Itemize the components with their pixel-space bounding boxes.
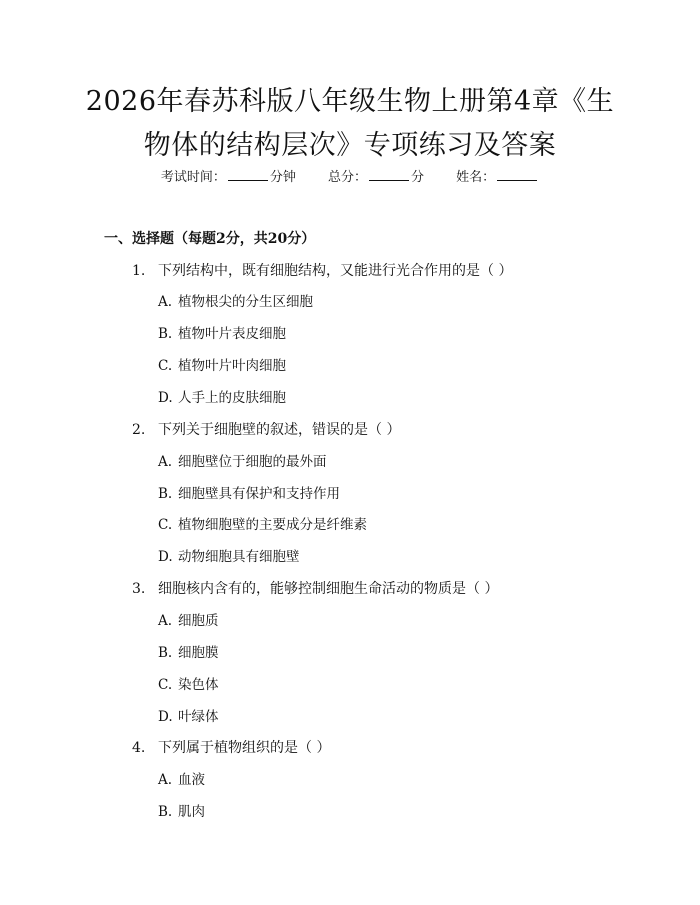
option-text: 动物细胞具有细胞壁 xyxy=(178,549,300,565)
page-title xyxy=(80,80,620,168)
question-number: 2. xyxy=(132,422,146,438)
option-letter: C. xyxy=(158,358,173,374)
option-letter: A. xyxy=(158,772,173,788)
question-number: 1. xyxy=(132,263,146,279)
option-3d xyxy=(158,707,219,727)
option-text: 植物细胞壁的主要成分是纤维素 xyxy=(178,517,367,533)
question-text: 下列结构中，既有细胞结构，又能进行光合作用的是（ ） xyxy=(158,263,513,279)
option-letter: D. xyxy=(158,549,173,565)
option-text: 叶绿体 xyxy=(178,709,219,725)
option-letter: B. xyxy=(158,804,173,820)
option-letter: A. xyxy=(158,294,173,310)
total-score-label: 总分： xyxy=(327,170,367,185)
question-text: 下列属于植物组织的是（ ） xyxy=(158,740,331,756)
question-1 xyxy=(132,261,512,281)
question-number: 4. xyxy=(132,740,146,756)
question-text: 细胞核内含有的，能够控制细胞生命活动的物质是（ ） xyxy=(158,581,499,597)
option-2d xyxy=(158,547,300,567)
option-letter: C. xyxy=(158,677,173,693)
student-name-blank xyxy=(497,168,537,181)
option-3c xyxy=(158,675,219,695)
option-letter: D. xyxy=(158,709,173,725)
exam-time xyxy=(161,168,296,188)
exam-time-unit: 分钟 xyxy=(269,170,296,185)
title-line-1: 2026年春苏科版八年级生物上册第4章《生 xyxy=(85,86,615,117)
option-letter: C. xyxy=(158,517,173,533)
exam-meta xyxy=(0,168,700,188)
option-text: 细胞壁位于细胞的最外面 xyxy=(178,454,327,470)
question-3 xyxy=(132,579,498,599)
option-text: 植物叶片表皮细胞 xyxy=(178,326,286,342)
option-4a xyxy=(158,770,205,790)
exam-time-label: 考试时间： xyxy=(160,170,226,185)
option-letter: B. xyxy=(158,645,173,661)
option-text: 植物根尖的分生区细胞 xyxy=(178,294,313,310)
total-score-unit: 分 xyxy=(411,170,425,185)
option-letter: B. xyxy=(158,486,173,502)
title-line-2: 物体的结构层次》专项练习及答案 xyxy=(143,130,557,161)
option-1b xyxy=(158,324,286,344)
exam-time-blank xyxy=(228,168,268,181)
total-score-blank xyxy=(369,168,409,181)
option-2a xyxy=(158,452,327,472)
student-name xyxy=(456,168,539,188)
section-heading: 一、选择题（每题2分，共20分） xyxy=(104,231,316,247)
question-2 xyxy=(132,420,400,440)
option-text: 细胞壁具有保护和支持作用 xyxy=(178,486,340,502)
option-2c xyxy=(158,515,367,535)
option-text: 血液 xyxy=(178,772,205,788)
option-2b xyxy=(158,484,340,504)
option-text: 细胞膜 xyxy=(178,645,219,661)
option-text: 人手上的皮肤细胞 xyxy=(178,390,286,406)
option-text: 肌肉 xyxy=(178,804,205,820)
question-number: 3. xyxy=(132,581,146,597)
question-4 xyxy=(132,738,330,758)
option-3b xyxy=(158,643,219,663)
option-letter: A. xyxy=(158,454,173,470)
option-4b xyxy=(158,802,205,822)
total-score xyxy=(328,168,424,188)
option-text: 植物叶片叶肉细胞 xyxy=(178,358,286,374)
option-1c xyxy=(158,356,286,376)
option-1d xyxy=(158,388,286,408)
question-text: 下列关于细胞壁的叙述，错误的是（ ） xyxy=(158,422,401,438)
student-name-label: 姓名： xyxy=(456,170,496,185)
option-letter: D. xyxy=(158,390,173,406)
option-letter: A. xyxy=(158,613,173,629)
option-letter: B. xyxy=(158,326,173,342)
option-text: 细胞质 xyxy=(178,613,219,629)
option-3a xyxy=(158,611,219,631)
option-1a xyxy=(158,292,313,312)
option-text: 染色体 xyxy=(178,677,219,693)
